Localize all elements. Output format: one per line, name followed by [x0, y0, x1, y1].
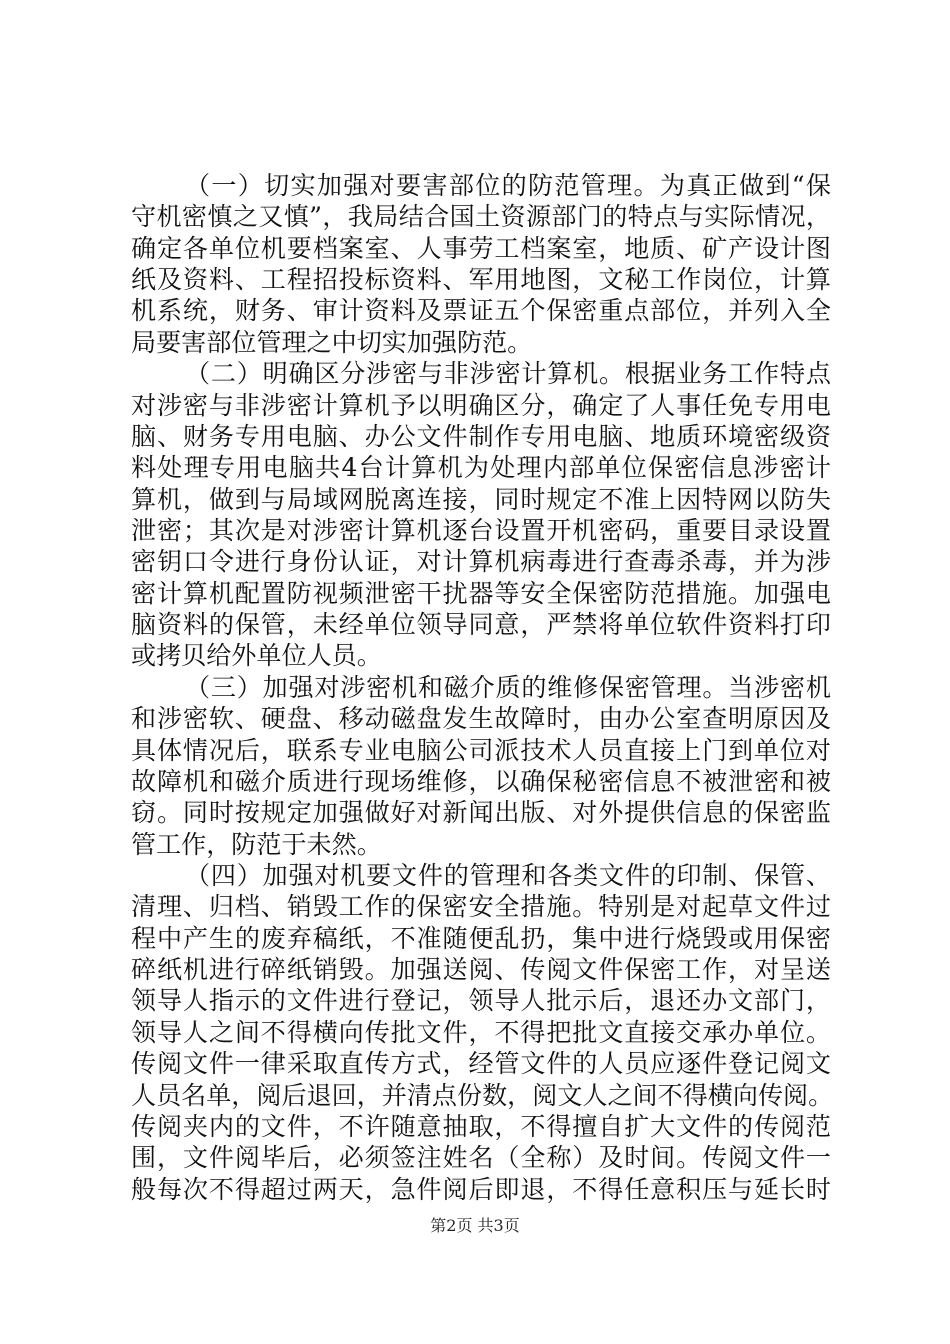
paragraph-4-line: 般每次不得超过两天，急件阅后即退，不得任意积压与延长时 [131, 1174, 831, 1204]
paragraph-2-line: 脑资料的保管，未经单位领导同意，严禁将单位软件资料打印 [131, 610, 831, 640]
paragraph-2-line: 脑、财务专用电脑、办公文件制作专用电脑、地质环境密级资 [131, 421, 831, 451]
paragraph-4-line: 清理、归档、销毁工作的保密安全措施。特别是对起草文件过 [131, 892, 831, 922]
paragraph-1-line: 守机密慎之又慎”，我局结合国土资源部门的特点与实际情况， [131, 202, 831, 232]
paragraph-3-line: 窃。同时按规定加强做好对新闻出版、对外提供信息的保密监 [131, 798, 831, 828]
paragraph-2-line: 算机，做到与局域网脱离连接，同时规定不准上因特网以防失 [131, 484, 831, 514]
paragraph-2-line: 或拷贝给外单位人员。 [131, 641, 382, 671]
paragraph-1-line: （一）切实加强对要害部位的防范管理。为真正做到“保 [185, 171, 831, 200]
paragraph-2-line: 泄密；其次是对涉密计算机逐台设置开机密码，重要目录设置 [131, 516, 831, 545]
paragraph-4-line: （四）加强对机要文件的管理和各类文件的印制、保管、 [185, 861, 831, 890]
paragraph-4-line: 程中产生的废弃稿纸，不准随便乱扔，集中进行烧毁或用保密 [131, 923, 831, 953]
paragraph-4-line: 传阅文件一律采取直传方式，经管文件的人员应逐件登记阅文 [131, 1049, 831, 1079]
paragraph-2-line: （二）明确区分涉密与非涉密计算机。根据业务工作特点 [185, 359, 831, 389]
paragraph-4-line: 围，文件阅毕后，必须签注姓名（全称）及时间。传阅文件一 [131, 1143, 831, 1173]
paragraph-1-line: 确定各单位机要档案室、人事劳工档案室，地质、矿产设计图 [131, 233, 831, 263]
paragraph-4-line: 传阅夹内的文件，不许随意抽取，不得擅自扩大文件的传阅范 [131, 1111, 831, 1141]
paragraph-4-line: 人员名单，阅后退回，并清点份数，阅文人之间不得横向传阅。 [131, 1080, 834, 1110]
paragraph-3-line: 管工作，防范于未然。 [131, 829, 382, 859]
paragraph-3-line: 故障机和磁介质进行现场维修，以确保秘密信息不被泄密和被 [131, 766, 831, 796]
paragraph-1-line: 纸及资料、工程招投标资料、军用地图，文秘工作岗位，计算 [131, 265, 831, 295]
paragraph-3-line: （三）加强对涉密机和磁介质的维修保密管理。当涉密机 [185, 672, 831, 702]
page-number-footer: 第2页 共3页 [430, 1216, 520, 1235]
paragraph-3-line: 具体情况后，联系专业电脑公司派技术人员直接上门到单位对 [131, 735, 831, 765]
paragraph-4-line: 领导人之间不得横向传批文件，不得把批文直接交承办单位。 [131, 1017, 831, 1047]
paragraph-2-line: 对涉密与非涉密计算机予以明确区分，确定了人事任免专用电 [131, 390, 831, 420]
paragraph-2-line: 密钥口令进行身份认证，对计算机病毒进行查毒杀毒，并为涉 [131, 547, 831, 577]
paragraph-2-line: 料处理专用电脑共4台计算机为处理内部单位保密信息涉密计 [131, 453, 831, 483]
paragraph-2-line: 密计算机配置防视频泄密干扰器等安全保密防范措施。加强电 [131, 578, 831, 608]
paragraph-4-line: 领导人指示的文件进行登记，领导人批示后，退还办文部门， [131, 986, 831, 1016]
paragraph-3-line: 和涉密软、硬盘、移动磁盘发生故障时，由办公室查明原因及 [131, 704, 831, 734]
paragraph-1-line: 机系统，财务、审计资料及票证五个保密重点部位，并列入全 [131, 296, 831, 326]
paragraph-4-line: 碎纸机进行碎纸销毁。加强送阅、传阅文件保密工作，对呈送 [131, 955, 831, 985]
paragraph-1-line: 局要害部位管理之中切实加强防范。 [131, 327, 533, 357]
